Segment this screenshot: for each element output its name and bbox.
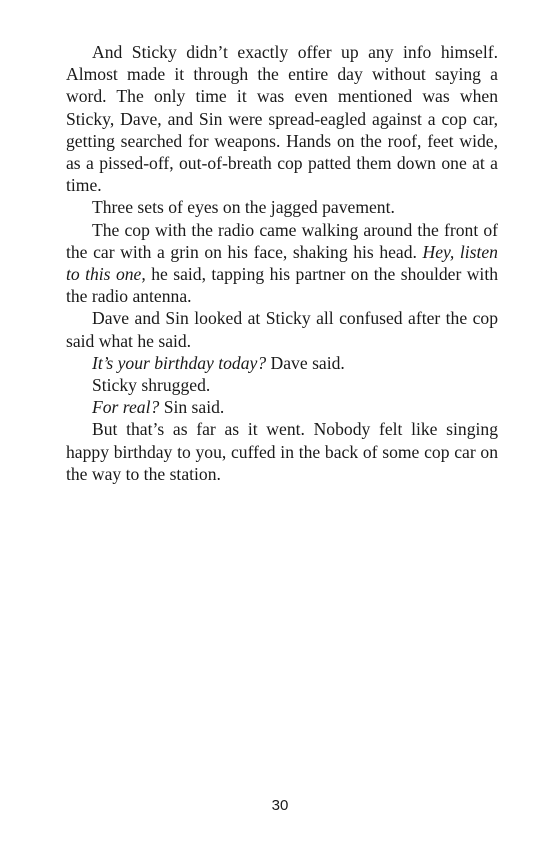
- paragraph-text: But that’s as far as it went. Nobody felt like singing happy birthday to you, cuffed in the back of some cop car on the way to the station.: [66, 419, 498, 484]
- paragraph-text: Dave said.: [270, 352, 345, 373]
- italic-dialogue: For real?: [92, 397, 160, 418]
- paragraph: [66, 41, 498, 196]
- paragraph: [66, 352, 498, 374]
- paragraph: [66, 219, 498, 308]
- paragraph-text: Sin said.: [163, 397, 225, 418]
- paragraph-text: The cop with the radio came walking around the front of the car with a grin on his face, shaking his head.: [66, 219, 498, 262]
- paragraph: [66, 374, 498, 396]
- paragraph: [66, 396, 498, 418]
- page-number: 30: [271, 797, 289, 814]
- paragraph-text: Three sets of eyes on the jagged pavement.: [92, 197, 395, 218]
- paragraph-text: Sticky shrugged.: [92, 375, 211, 396]
- paragraph: [66, 418, 498, 485]
- italic-dialogue: Hey, listen to this one,: [66, 241, 498, 285]
- paragraph-text: Dave and Sin looked at Sticky all confused after the cop said what he said.: [66, 308, 498, 351]
- paragraph: [66, 307, 498, 351]
- paragraph-text: And Sticky didn’t exactly offer up any info himself. Almost made it through the entire day without saying a word. The only time it was even mentioned was when Sticky, Dave, and Sin were spread-eagled against a cop car, getting searched for weapons. Hands on the roof, feet wide, as a pissed-off, out-of-breath cop patted them down one at a time.: [66, 42, 498, 196]
- paragraph-text: he said, tapping his partner on the shoulder with the radio antenna.: [66, 264, 499, 307]
- body-text: [66, 41, 498, 485]
- italic-dialogue: It’s your birthday today?: [92, 352, 267, 373]
- paragraph: [66, 196, 498, 218]
